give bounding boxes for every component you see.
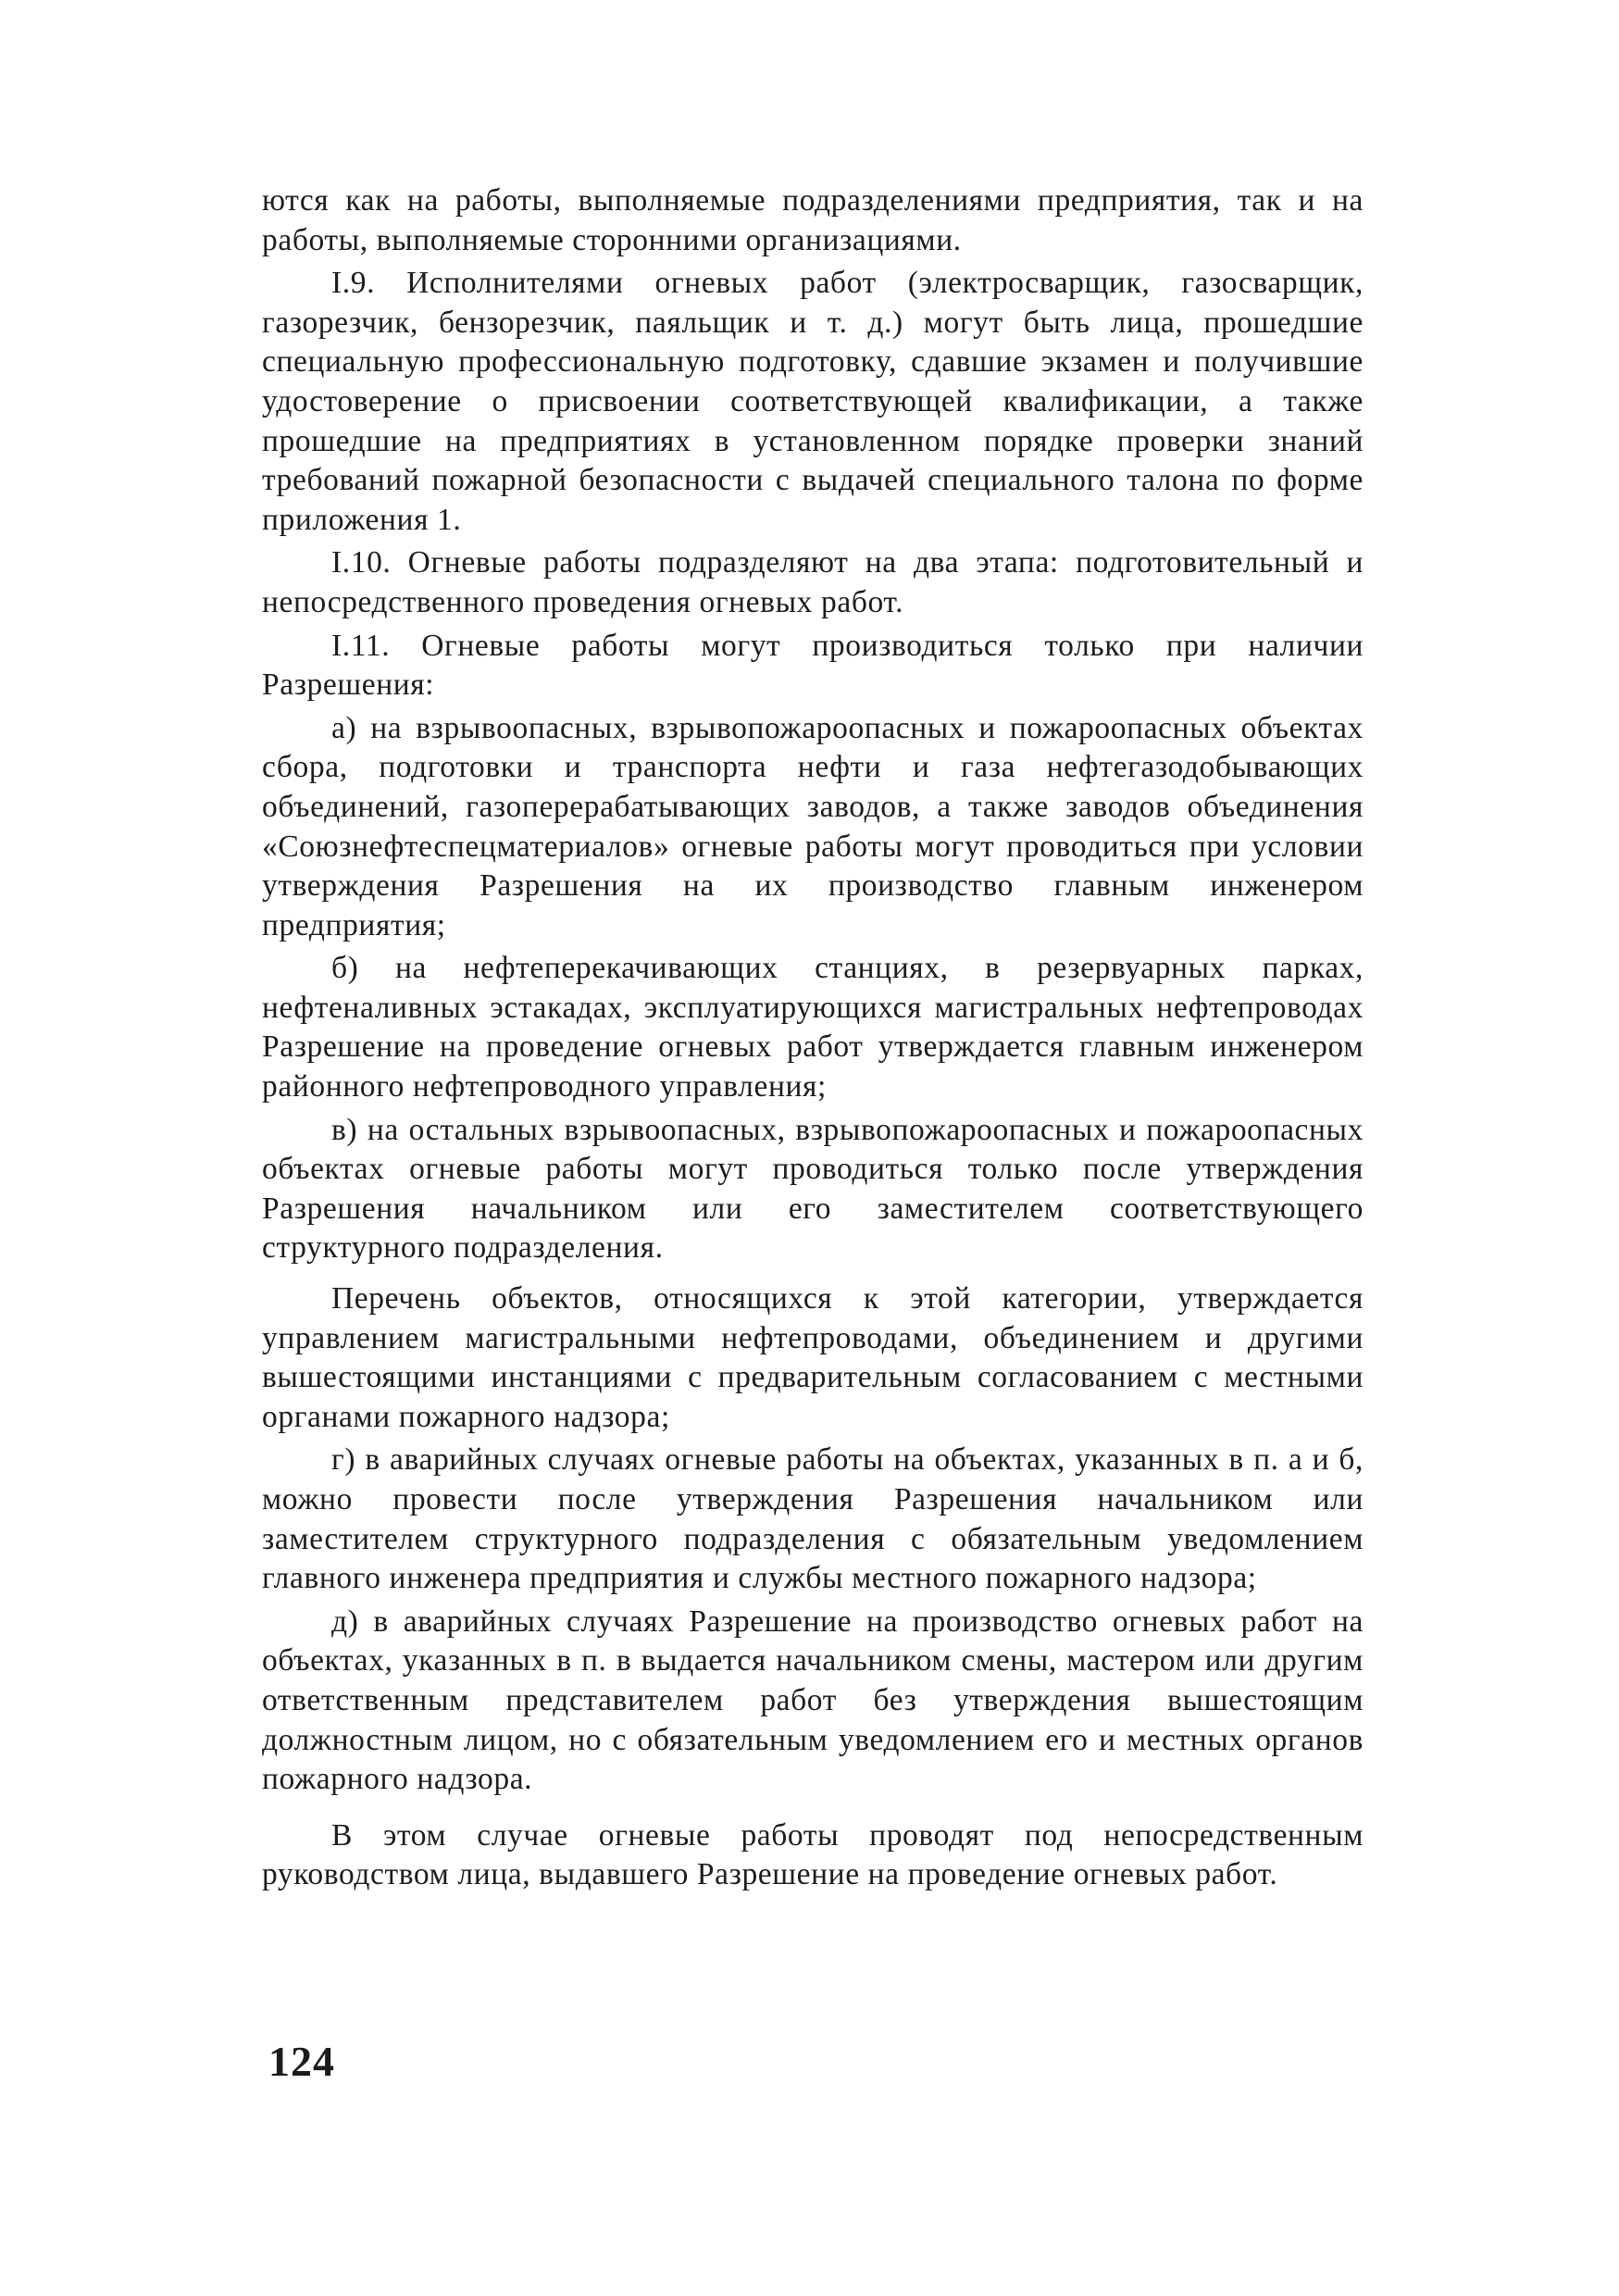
paragraph-item-v: в) на остальных взрывоопасных, взрывопожароопасных и пожароопасных объектах огневые работы могут проводиться только после утверждения Разрешения начальником или его заместителем соответствующего структурного подразделения.	[262, 1112, 1364, 1266]
paragraph-object-list: Перечень объектов, относящихся к этой категории, утверждается управлением магистральными нефтепроводами, объединением и другими вышестоящими инстанциями с предварительным согласованием с местными органами пожарного надзора;	[262, 1281, 1364, 1434]
paragraph-1-9: І.9. Исполнителями огневых работ (электросварщик, газосварщик, газорезчик, бензорезчик, паяльщик и т. д.) могут быть лица, прошедшие специальную профессиональную подготовку, сдавшие экзамен и получившие удостоверение о присвоении соответствующей квалификации, а также прошедшие на предприятиях в установленном порядке проверки знаний требований пожарной безопасности с выдачей специального талона по форме приложения 1.	[262, 266, 1364, 537]
paragraph-item-b: б) на нефтеперекачивающих станциях, в резервуарных парках, нефтеналивных эстакадах, эксплуатирующихся магистральных нефтепроводах Разрешение на проведение огневых работ утверждается главным инженером районного нефтепроводного управления;	[262, 951, 1364, 1104]
paragraph-1-11: І.11. Огневые работы могут производиться только при наличии Разрешения:	[262, 628, 1364, 703]
paragraph-item-a: а) на взрывоопасных, взрывопожароопасных и пожароопасных объектах сбора, подготовки и транспорта нефти и газа нефтегазодобывающих объединений, газоперерабатывающих заводов, а также заводов объединения «Союзнефтеспецматериалов» огневые работы могут проводиться при условии утверждения Разрешения на их производство главным инженером предприятия;	[262, 710, 1364, 942]
paragraph-1-10: І.10. Огневые работы подразделяют на два этапа: подготовительный и непосредственного проведения огневых работ.	[262, 545, 1364, 619]
body-text	[262, 181, 1364, 1895]
paragraph-continuation: ются как на работы, выполняемые подразделениями предприятия, так и на работы, выполняемые сторонними организациями.	[262, 183, 1364, 257]
paragraph-emergency-supervision: В этом случае огневые работы проводят под непосредственным руководством лица, выдавшего Разрешение на проведение огневых работ.	[262, 1817, 1364, 1892]
paragraph-item-g: г) в аварийных случаях огневые работы на объектах, указанных в п. а и б, можно провести после утверждения Разрешения начальником или заместителем структурного подразделения с обязательным уведомлением главного инженера предприятия и службы местного пожарного надзора;	[262, 1442, 1364, 1596]
page-number: 124	[268, 2038, 335, 2085]
paragraph-item-d: д) в аварийных случаях Разрешение на производство огневых работ на объектах, указанных в п. в выдается начальником смены, мастером или другим ответственным представителем работ без утверждения вышестоящим должностным лицом, но с обязательным уведомлением его и местных органов пожарного надзора.	[262, 1603, 1364, 1797]
